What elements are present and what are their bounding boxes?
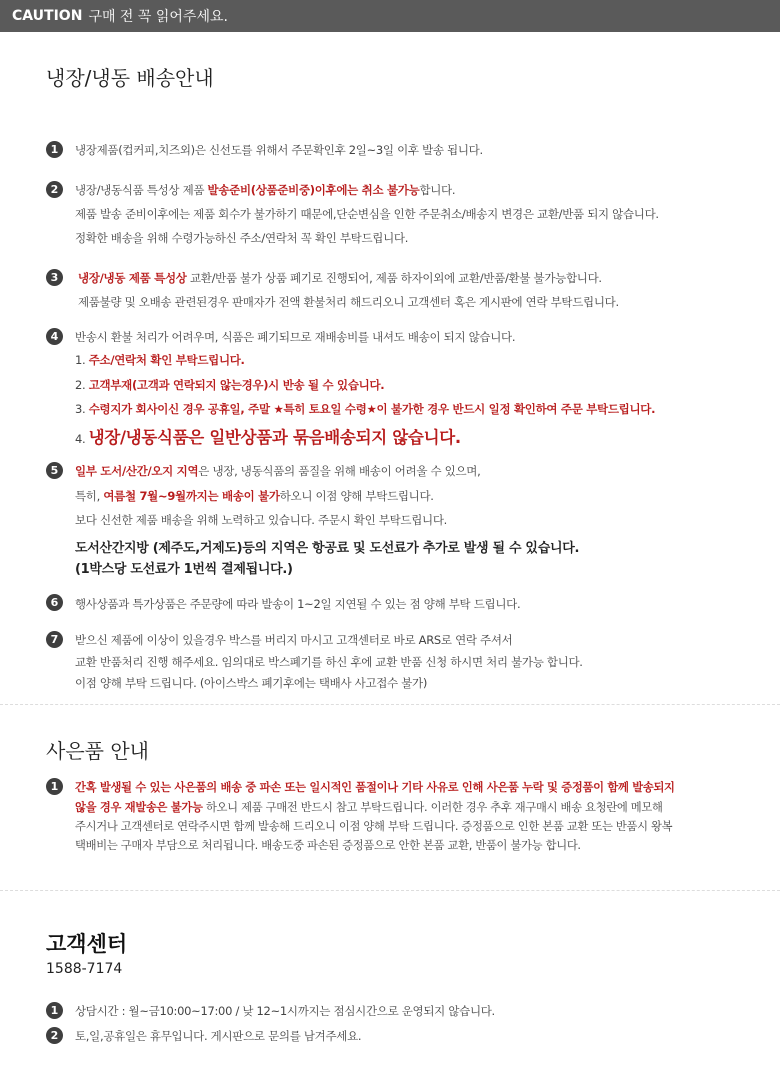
item3-line2: 제품불량 및 오배송 관련된경우 판매자가 전액 환불처리 해드리오니 고객센터 혹은 게시판에 연락 부탁드립니다.: [78, 295, 619, 309]
section-divider: [0, 704, 780, 705]
cc-holiday: 토,일,공휴일은 휴무입니다. 게시판으로 문의를 남겨주세요.: [75, 1029, 362, 1043]
section-divider-2: [0, 890, 780, 891]
cc-hours: 상담시간 : 월~금10:00~17:00 / 낮 12~1시까지는 점심시간으로 운영되지 않습니다.: [75, 1004, 495, 1018]
item7-line2: 교환 반품처리 진행 해주세요. 임의대로 박스폐기를 하신 후에 교환 반품 신청 하시면 처리 불가능 합니다.: [75, 655, 583, 669]
item5-line5: (1박스당 도선료가 1번씩 결제됩니다.): [75, 562, 293, 577]
caution-bar: [0, 0, 780, 32]
number-badge-1: 1: [46, 141, 63, 158]
number-badge-5: 5: [46, 462, 63, 479]
caution-text: 구매 전 꼭 읽어주세요.: [88, 9, 228, 25]
item5-line1: 일부 도서/산간/오지 지역은 냉장, 냉동식품의 품질을 위해 배송이 어려울 수 있으며,: [75, 464, 481, 478]
item4-sub2: 2. 고객부재(고객과 연락되지 않는경우)시 반송 될 수 있습니다.: [75, 378, 385, 392]
cc-number-badge-1: 1: [46, 1002, 63, 1019]
item2-line1: 냉장/냉동식품 특성상 제품 발송준비(상품준비중)이후에는 취소 불가능합니다.: [75, 183, 456, 197]
gift-line2: 않을 경우 재발송은 불가능 하오니 제품 구매전 반드시 참고 부탁드립니다. 이러한 경우 추후 재구매시 배송 요청란에 메모해: [75, 801, 663, 814]
item4-sub1: 1. 주소/연락처 확인 부탁드립니다.: [75, 353, 245, 367]
item1-line: 냉장제품(컵커피,치즈외)은 신선도를 위해서 주문확인후 2일~3일 이후 발송 됩니다.: [75, 143, 483, 157]
item5-line3: 보다 신선한 제품 배송을 위해 노력하고 있습니다. 주문시 확인 부탁드립니다.: [75, 513, 447, 527]
item3-highlight: 냉장/냉동 제품 특성상: [78, 271, 187, 285]
caution-label: CAUTION: [12, 8, 83, 24]
item6-line: 행사상품과 특가상품은 주문량에 따라 발송이 1~2일 지연될 수 있는 점 양해 부탁 드립니다.: [75, 597, 521, 611]
number-badge-3: 3: [46, 269, 63, 286]
number-badge-7: 7: [46, 631, 63, 648]
item3-line1: 냉장/냉동 제품 특성상 교환/반품 불가 상품 폐기로 진행되어, 제품 하자이외에 교환/반품/환불 불가능합니다.: [78, 271, 602, 285]
item4-sub4: 4. 냉장/냉동식품은 일반상품과 묶음배송되지 않습니다.: [75, 428, 461, 447]
gift-section-title: 사은품 안내: [46, 739, 149, 763]
item5-line4: 도서산간지방 (제주도,거제도)등의 지역은 항공료 및 도선료가 추가로 발생 될 수 있습니다.: [75, 541, 580, 556]
item2-line2: 제품 발송 준비이후에는 제품 회수가 불가하기 때문에,단순변심을 인한 주문취소/배송지 변경은 교환/반품 되지 않습니다.: [75, 207, 659, 221]
gift-line1: 간혹 발생될 수 있는 사은품의 배송 중 파손 또는 일시적인 품절이나 기타 사유로 인해 사은품 누락 및 증정품이 함께 발송되지: [75, 781, 675, 794]
customer-center-phone: 1588-7174: [46, 961, 123, 977]
shipping-section-title: 냉장/냉동 배송안내: [46, 66, 214, 90]
item4-line1: 반송시 환불 처리가 어려우며, 식품은 폐기되므로 재배송비를 내셔도 배송이 되지 않습니다.: [75, 330, 516, 344]
item7-line3: 이점 양해 부탁 드립니다. (아이스박스 폐기후에는 택배사 사고접수 불가): [75, 676, 428, 690]
item4-sub3: 3. 수령지가 회사이신 경우 공휴일, 주말 ★특히 토요일 수령★이 불가한 경우 반드시 일정 확인하여 주문 부탁드립니다.: [75, 402, 656, 416]
item2-line3: 정확한 배송을 위해 수령가능하신 주소/연락처 꼭 확인 부탁드립니다.: [75, 231, 409, 245]
cc-number-badge-2: 2: [46, 1027, 63, 1044]
item5-line2: 특히, 여름철 7월~9월까지는 배송이 불가하오니 이점 양해 부탁드립니다.: [75, 489, 434, 503]
gift-line3: 주시거나 고객센터로 연락주시면 함께 발송해 드리오니 이점 양해 부탁 드립니다. 증정품으로 인한 본품 교환 또는 반품시 왕복: [75, 820, 673, 833]
number-badge-6: 6: [46, 594, 63, 611]
number-badge-4: 4: [46, 328, 63, 345]
gift-number-badge-1: 1: [46, 778, 63, 795]
customer-center-title: 고객센터: [46, 932, 128, 956]
gift-line4: 택배비는 구매자 부담으로 처리됩니다. 배송도중 파손된 증정품으로 안한 본품 교환, 반품이 불가능 합니다.: [75, 839, 581, 852]
item2-highlight: 발송준비(상품준비중)이후에는 취소 불가능: [207, 183, 420, 197]
number-badge-2: 2: [46, 181, 63, 198]
item7-line1: 받으신 제품에 이상이 있을경우 박스를 버리지 마시고 고객센터로 바로 ARS로 연락 주셔서: [75, 633, 513, 647]
